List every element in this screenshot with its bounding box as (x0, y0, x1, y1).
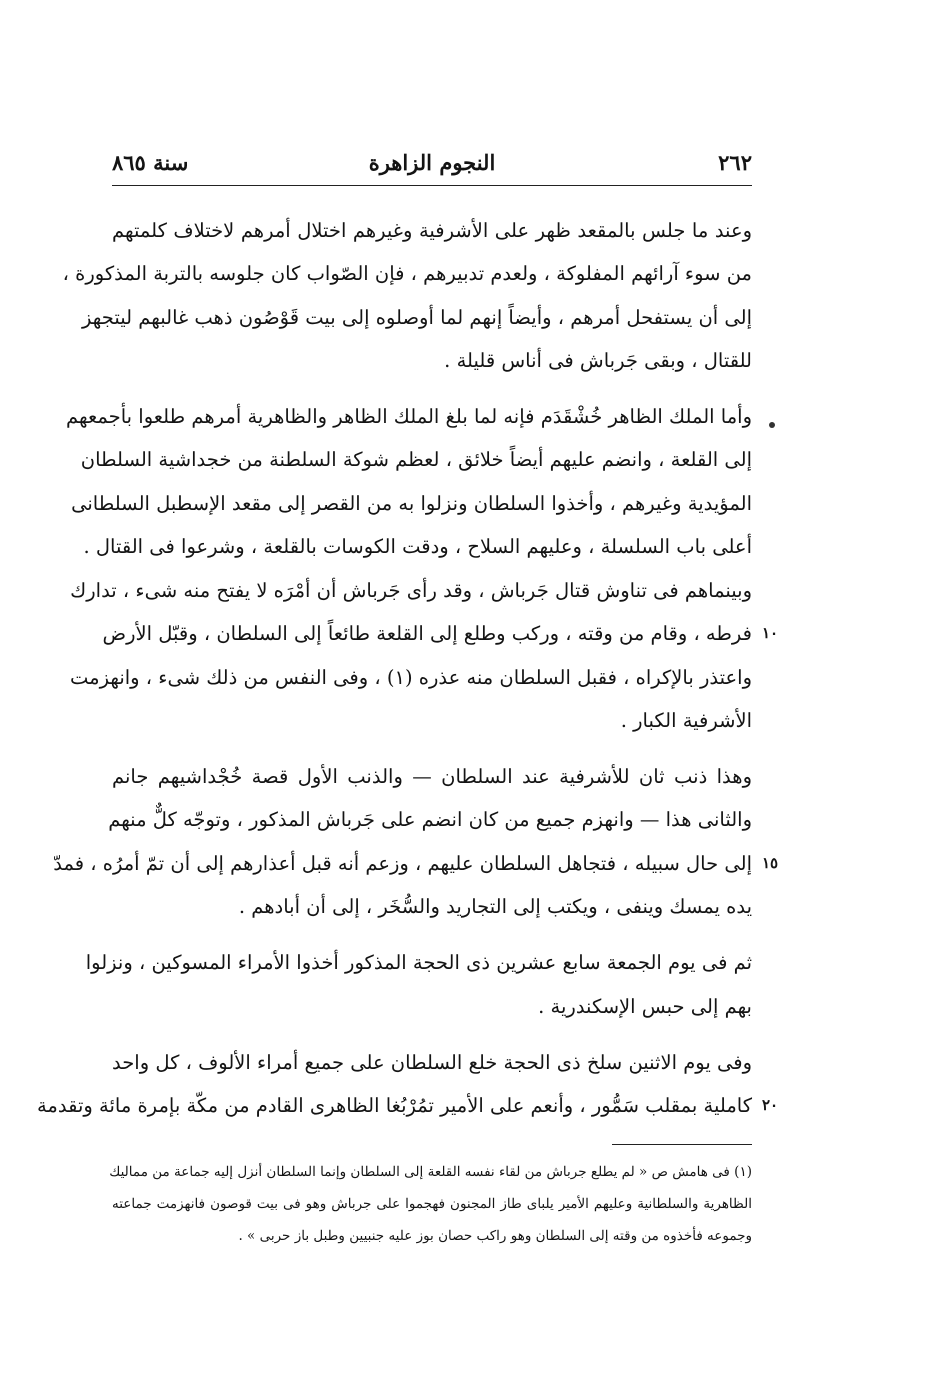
text-line: أعلى باب السلسلة ، وعليهم السلاح ، ودقت الكوسات بالقلعة ، وشرعوا فى القتال . (83, 535, 752, 558)
footnote-line: وجموعه فأخذوه من وقته إلى السلطان وهو راكب حصان بوز عليه جنبيين وطبل باز حربى » . (238, 1228, 752, 1244)
text-line: وفى يوم الاثنين سلخ ذى الحجة خلع السلطان على جميع أمراء الألوف ، كل واحد (112, 1051, 752, 1074)
footnote-rule (612, 1144, 752, 1145)
running-header (112, 150, 752, 184)
footnote-line: الظاهرية والسلطانية وعليهم الأمير يلباى طاز المجنون فهجموا على جرباش وهو فى بيت قوصون فانهزمت جماعته (112, 1196, 752, 1212)
text-line: وهذا ذنب ثان للأشرفية عند السلطان — والذنب الأول قصة خُجْداشيهم جانم (112, 765, 752, 788)
text-line: إلى القلعة ، وانضم عليهم أيضاً خلائق ، لعظم شوكة السلطنة من خجداشية السلطان (80, 448, 752, 471)
header-book-title: النجوم الزاهرة (368, 150, 496, 175)
text-line: وبينماهم فى تناوش قتال جَرباش ، وقد رأى جَرباش أن أمْرَه لا يفتح منه شىء ، تدارك (70, 579, 752, 602)
header-page-number: ٢٦٢ (718, 150, 752, 175)
line-number-10: ١٠ (762, 624, 779, 642)
margin-dot (769, 422, 775, 428)
text-line: ثم فى يوم الجمعة سابع عشرين ذى الحجة المذكور أخذوا الأمراء المسوكين ، ونزلوا (85, 951, 752, 974)
line-number-15: ١٥ (762, 854, 779, 872)
text-line: من سوء آرائهم المفلوكة ، ولعدم تدبيرهم ، فإن الصّواب كان جلوسه بالتربة المذكورة ، (62, 262, 752, 285)
text-line: المؤيدية وغيرهم ، وأخذوا السلطان ونزلوا به من القصر إلى مقعد الإسطبل السلطانى (71, 492, 752, 515)
text-line: بهم إلى حبس الإسكندرية . (538, 995, 752, 1018)
text-line: كاملية بمقلب سَمُّور ، وأنعم على الأمير تمُرْبُغا الظاهرى القادم من مكّة بإمرة مائة وتقدمة (36, 1094, 752, 1117)
text-line: إلى أن يستفحل أمرهم ، وأيضاً إنهم لما أوصلوه إلى بيت قَوْصُون ذهب غالبهم ليتجهز (82, 306, 752, 329)
footnote-line: (١) فى هامش ص « لم يطلع جرباش من لقاء نفسه القلعة إلى السلطان وإنما السلطان أنزل إليه جماعة من مماليك (109, 1164, 752, 1180)
text-line: الأشرفية الكبار . (620, 709, 752, 732)
line-number-20: ٢٠ (762, 1096, 779, 1114)
text-line: والثانى هذا — وانهزم جميع من كان انضم على جَرباش المذكور ، وتوجّه كلٌّ منهم (108, 808, 752, 831)
text-line: للقتال ، وبقى جَرباش فى أناس قليلة . (444, 349, 752, 372)
header-rule (112, 185, 752, 186)
text-line: وأما الملك الظاهر خُشْقَدَم فإنه لما بلغ الملك الظاهر والظاهرية أمرهم طلعوا بأجمعهم (66, 405, 752, 428)
header-year: سنة ٨٦٥ (112, 150, 189, 175)
text-line: إلى حال سبيله ، فتجاهل السلطان عليهم ، وزعم أنه قبل أعذارهم إلى أن تمّ أمرُه ، فمدّ (53, 852, 752, 875)
text-line: يده يمسك وينفى ، ويكتب إلى التجاريد والسُّخَر ، إلى أن أبادهم . (238, 895, 752, 918)
text-line: واعتذر بالإكراه ، فقبل السلطان منه عذره (١) ، وفى النفس من ذلك شىء ، وانهزمت (69, 666, 752, 689)
text-line: فرطه ، وقام من وقته ، وركب وطلع إلى القلعة طائعاً إلى السلطان ، وقبّل الأرض (102, 622, 752, 645)
text-line: وعند ما جلس بالمقعد ظهر على الأشرفية وغيرهم اختلال أمرهم لاختلاف كلمتهم (112, 219, 752, 242)
